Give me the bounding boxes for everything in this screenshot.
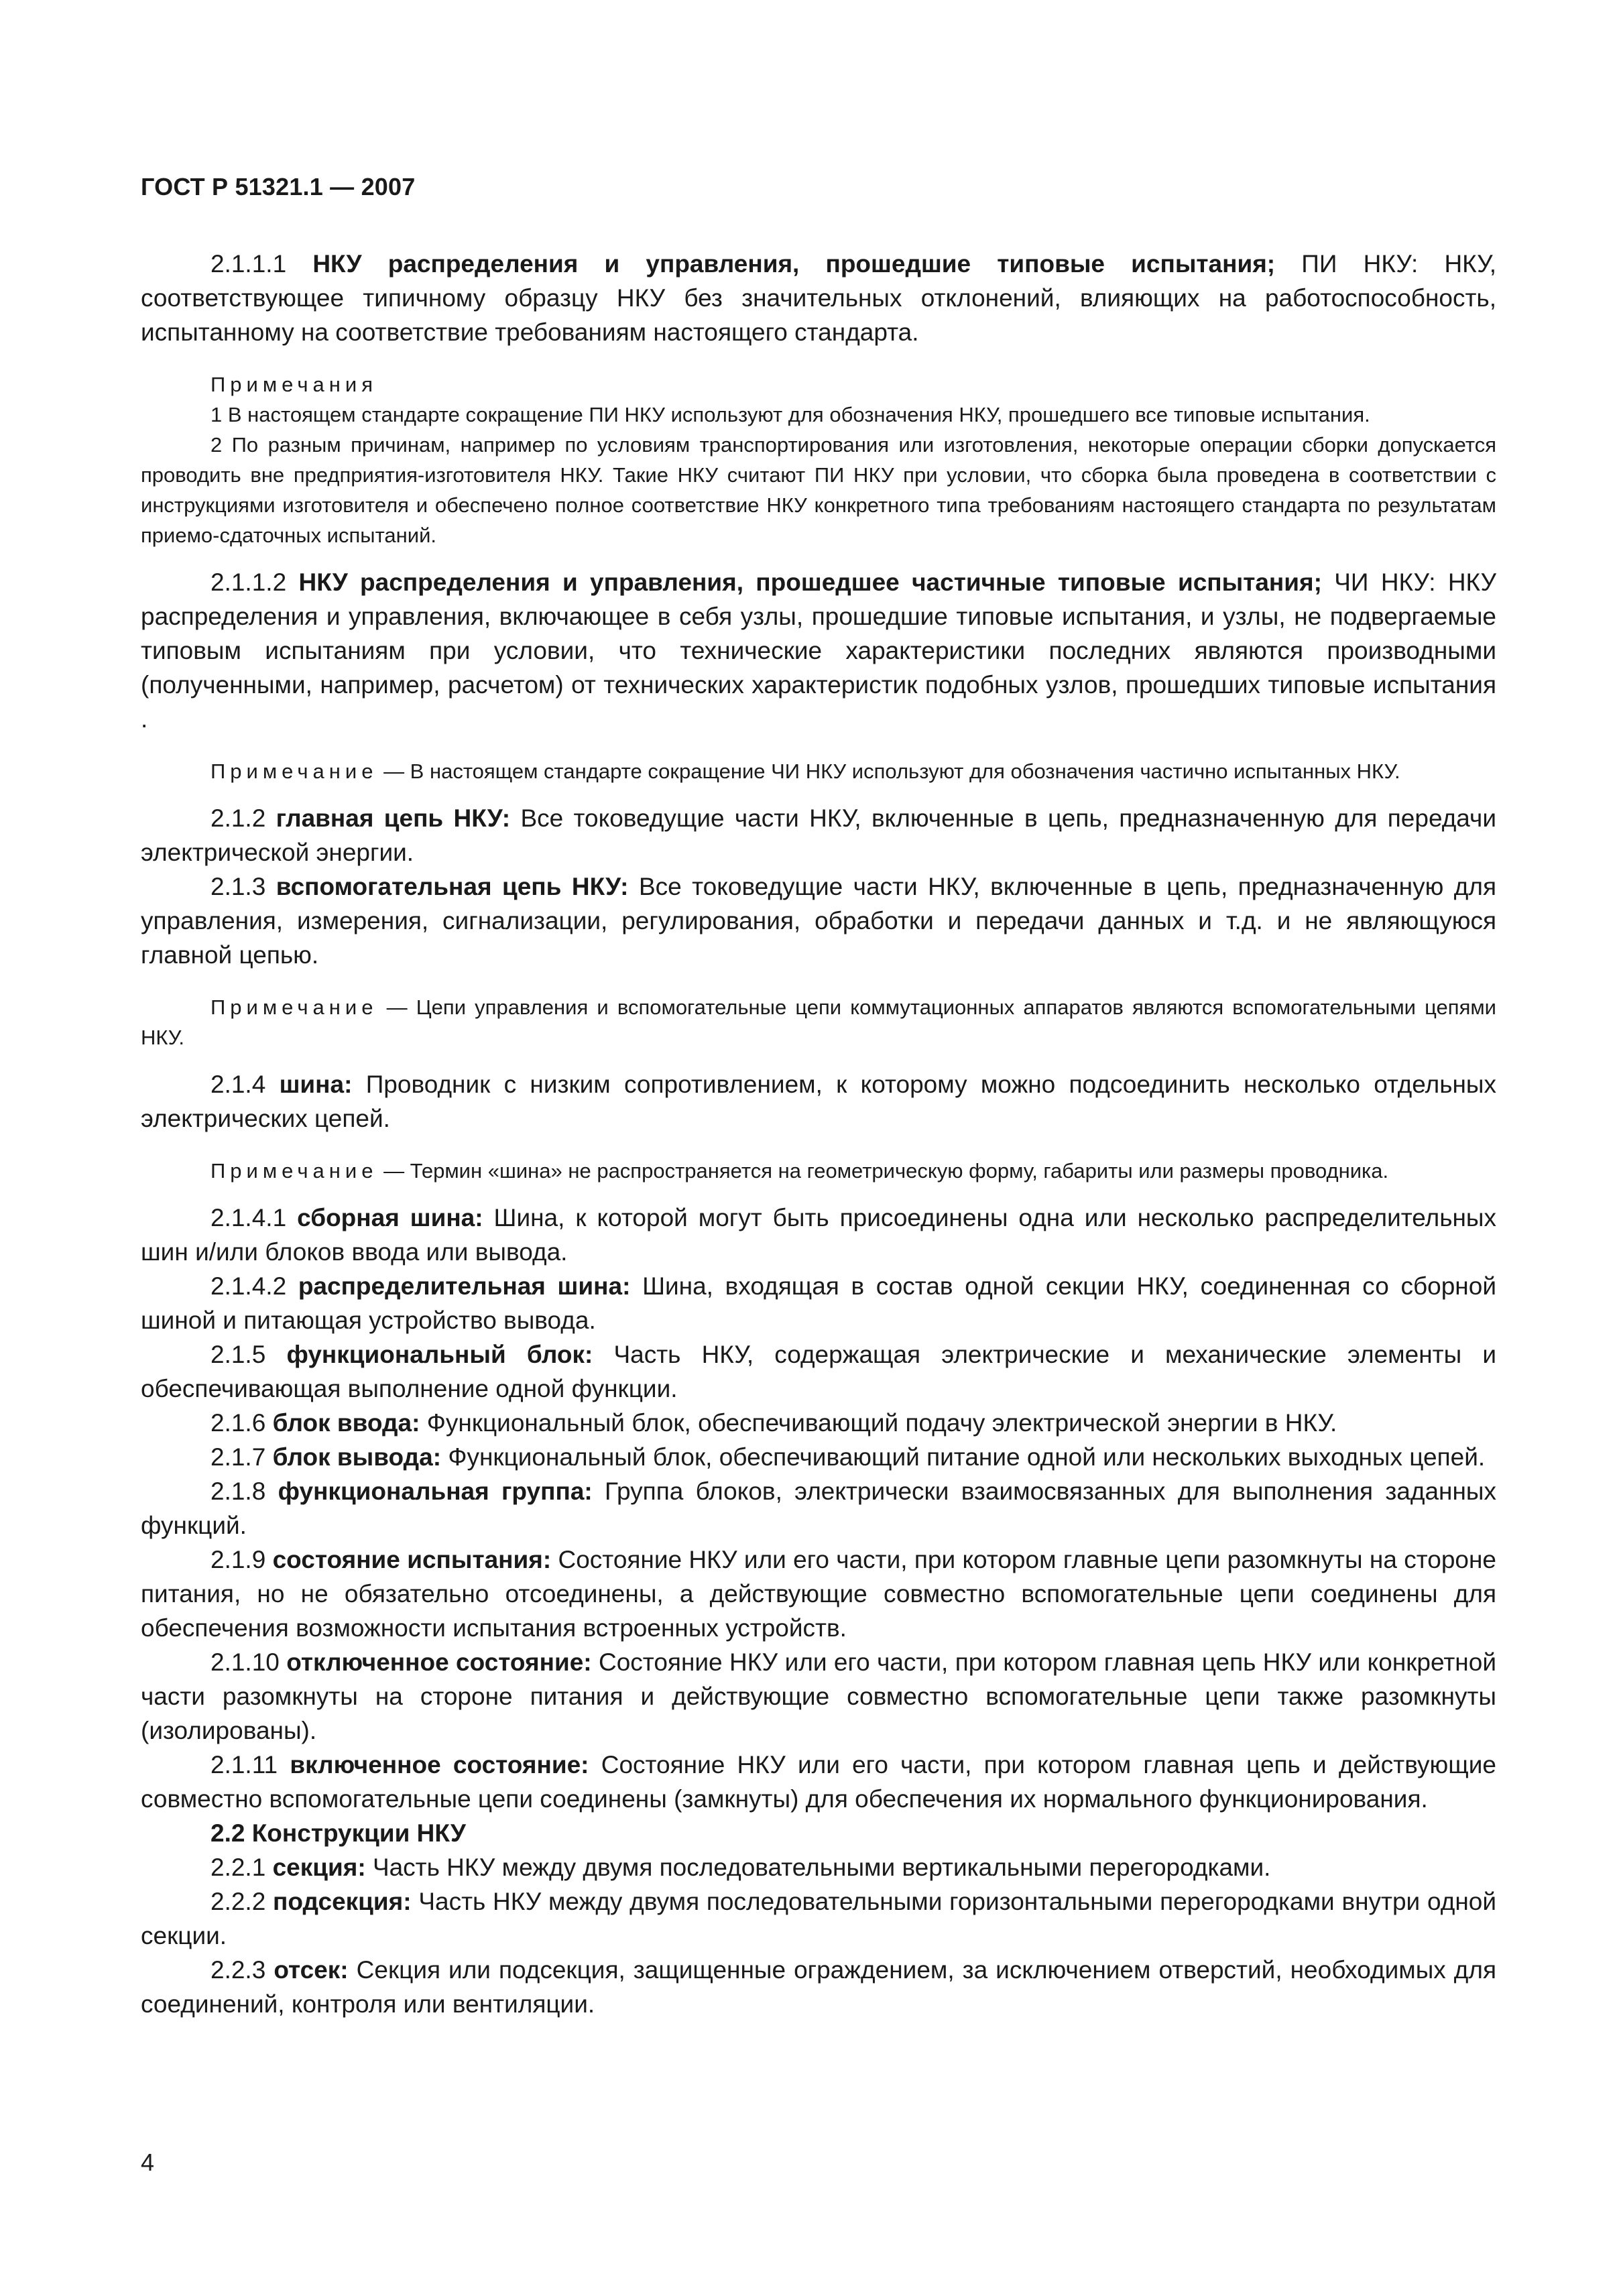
clause-term: отключенное состояние: <box>286 1648 592 1676</box>
clause-2-1-4-2 <box>141 1269 1496 1337</box>
clause-term: состояние испытания: <box>272 1546 552 1573</box>
note-inline <box>141 992 1496 1052</box>
note-inline <box>141 756 1496 786</box>
clause-text: Состояние НКУ или его части, при котором главные цепи разомкнуты на стороне питания, но не обязательно отсоединены, а действующие совместно вспомогательные цепи соединены для обеспечения возможности испытания встроенных устройств. <box>141 1546 1496 1642</box>
clause-number: 2.1.2 <box>211 804 266 832</box>
clause-term: функциональная группа: <box>278 1477 593 1505</box>
section-title: 2.2 Конструкции НКУ <box>211 1819 466 1847</box>
document-body <box>141 247 1496 2021</box>
clause-term: функциональный блок: <box>286 1341 593 1368</box>
page-number: 4 <box>141 2149 155 2176</box>
clause-number: 2.1.1.2 <box>211 568 287 596</box>
clause-2-1-9 <box>141 1543 1496 1645</box>
clause-term: НКУ распределения и управления, прошедшие типовые испытания; <box>312 250 1276 278</box>
clause-term: шина: <box>279 1071 353 1098</box>
clause-number: 2.1.4.2 <box>211 1272 287 1300</box>
note-inline <box>141 1156 1496 1186</box>
clause-text: Все токоведущие части НКУ, включенные в цепь, предназначенную для управления, измерения, сигнализации, регулирования, обработки и передачи данных и т.д. и не являющуюся главной цепью. <box>141 873 1497 969</box>
clause-number: 2.2.2 <box>211 1888 266 1915</box>
clause-2-1-4-1 <box>141 1201 1496 1269</box>
clause-term: отсек: <box>274 1956 349 1984</box>
clause-text: Часть НКУ, содержащая электрические и механические элементы и обеспечивающая выполнение одной функции. <box>141 1341 1496 1402</box>
clause-number: 2.1.1.1 <box>211 250 287 278</box>
clause-number: 2.2.1 <box>211 1854 266 1881</box>
clause-term: сборная шина: <box>297 1204 483 1231</box>
clause-term: секция: <box>272 1854 366 1881</box>
clause-number: 2.1.4.1 <box>211 1204 287 1231</box>
page-header-standard-code: ГОСТ Р 51321.1 — 2007 <box>141 173 416 200</box>
clause-2-1-1-1 <box>141 247 1496 349</box>
clause-2-1-8 <box>141 1474 1496 1543</box>
note-item: 2 По разным причинам, например по условиям транспортирования или изготовления, некоторые операции сборки допускается проводить вне предприятия-изготовителя НКУ. Такие НКУ считают ПИ НКУ при условии, что сборка была проведена в соответствии с инструкциями изготовителя и обеспечено полное соответствие НКУ конкретного типа требованиям настоящего стандарта по результатам приемо-сдаточных испытаний. <box>141 433 1496 547</box>
clause-2-1-3 <box>141 869 1496 972</box>
clause-text: Состояние НКУ или его части, при котором главная цепь НКУ или конкретной части разомкнуты на стороне питания и действующие совместно вспомогательные цепи также разомкнуты (изолированы). <box>141 1648 1496 1744</box>
clause-text: Функциональный блок, обеспечивающий питание одной или нескольких выходных цепей. <box>448 1443 1486 1471</box>
note-item: 1 В настоящем стандарте сокращение ПИ НКУ используют для обозначения НКУ, прошедшего все типовые испытания. <box>211 403 1370 426</box>
clause-2-1-11 <box>141 1748 1496 1816</box>
clause-number: 2.1.5 <box>211 1341 266 1368</box>
clause-number: 2.2.3 <box>211 1956 266 1984</box>
note-text: — Термин «шина» не распространяется на геометрическую форму, габариты или размеры проводника. <box>383 1159 1389 1183</box>
clause-term: подсекция: <box>273 1888 412 1915</box>
clause-number: 2.1.10 <box>211 1648 280 1676</box>
clause-number: 2.1.8 <box>211 1477 266 1505</box>
clause-text: ЧИ НКУ: НКУ распределения и управления, включающее в себя узлы, прошедшие типовые испытания, и узлы, не подвергаемые типовым испытаниям при условии, что технические характеристики последних являются производными (полученными, например, расчетом) от технических характеристик подобных узлов, прошедших типовые испытания . <box>141 568 1497 733</box>
clause-2-1-4 <box>141 1067 1496 1136</box>
note-text: — В настоящем стандарте сокращение ЧИ НКУ используют для обозначения частично испытанных НКУ. <box>383 760 1400 783</box>
clause-number: 2.1.7 <box>211 1443 266 1471</box>
clause-2-2-2 <box>141 1884 1496 1953</box>
clause-term: блок вывода: <box>272 1443 442 1471</box>
clause-term: распределительная шина: <box>298 1272 631 1300</box>
clause-2-1-5 <box>141 1337 1496 1406</box>
clause-number: 2.1.6 <box>211 1409 266 1437</box>
clause-2-1-1-2 <box>141 565 1496 736</box>
clause-number: 2.1.3 <box>211 873 266 900</box>
clause-text: Шина, входящая в состав одной секции НКУ, соединенная со сборной шиной и питающая устройство вывода. <box>141 1272 1496 1334</box>
clause-text: Секция или подсекция, защищенные ограждением, за исключением отверстий, необходимых для соединений, контроля или вентиляции. <box>141 1956 1497 2018</box>
clause-2-2-3 <box>141 1953 1496 2021</box>
clause-text: Часть НКУ между двумя последовательными горизонтальными перегородками внутри одной секции. <box>141 1888 1497 1949</box>
clause-term: блок ввода: <box>272 1409 420 1437</box>
clause-2-1-6 <box>141 1406 1496 1440</box>
notes-title: Примечания <box>211 373 377 396</box>
note-label: Примечание <box>211 995 378 1019</box>
clause-number: 2.1.9 <box>211 1546 266 1573</box>
clause-text: Функциональный блок, обеспечивающий подачу электрической энергии в НКУ. <box>426 1409 1337 1437</box>
clause-number: 2.1.4 <box>211 1071 266 1098</box>
clause-term: главная цепь НКУ: <box>276 804 511 832</box>
clause-2-1-10 <box>141 1645 1496 1748</box>
clause-text: Состояние НКУ или его части, при котором главная цепь и действующие совместно вспомогательные цепи соединены (замкнуты) для обеспечения их нормального функционирования. <box>141 1751 1496 1813</box>
clause-term: вспомогательная цепь НКУ: <box>276 873 629 900</box>
clause-2-1-2 <box>141 801 1496 869</box>
note-label: Примечание <box>211 1159 378 1183</box>
clause-number: 2.1.11 <box>211 1751 278 1778</box>
clause-2-2-1 <box>141 1850 1496 1884</box>
note-label: Примечание <box>211 760 378 783</box>
clause-2-1-7 <box>141 1440 1496 1474</box>
clause-text: Группа блоков, электрически взаимосвязанных для выполнения заданных функций. <box>141 1477 1497 1539</box>
clause-text: Проводник с низким сопротивлением, к которому можно подсоединить несколько отдельных электрических цепей. <box>141 1071 1497 1132</box>
clause-text: Все токоведущие части НКУ, включенные в цепь, предназначенную для передачи электрической энергии. <box>141 804 1497 866</box>
clause-term: включенное состояние: <box>290 1751 589 1778</box>
clause-text: Шина, к которой могут быть присоединены одна или несколько распределительных шин и/или блоков ввода или вывода. <box>141 1204 1497 1266</box>
notes-block <box>141 369 1496 550</box>
clause-term: НКУ распределения и управления, прошедшее частичные типовые испытания; <box>298 568 1322 596</box>
note-text: — Цепи управления и вспомогательные цепи коммутационных аппаратов являются вспомогательными цепями НКУ. <box>141 995 1496 1049</box>
clause-text: Часть НКУ между двумя последовательными вертикальными перегородками. <box>372 1854 1271 1881</box>
clause-text: ПИ НКУ: НКУ, соответствующее типичному образцу НКУ без значительных отклонений, влияющих на работоспособность, испытанному на соответствие требованиям настоящего стандарта. <box>141 250 1497 346</box>
